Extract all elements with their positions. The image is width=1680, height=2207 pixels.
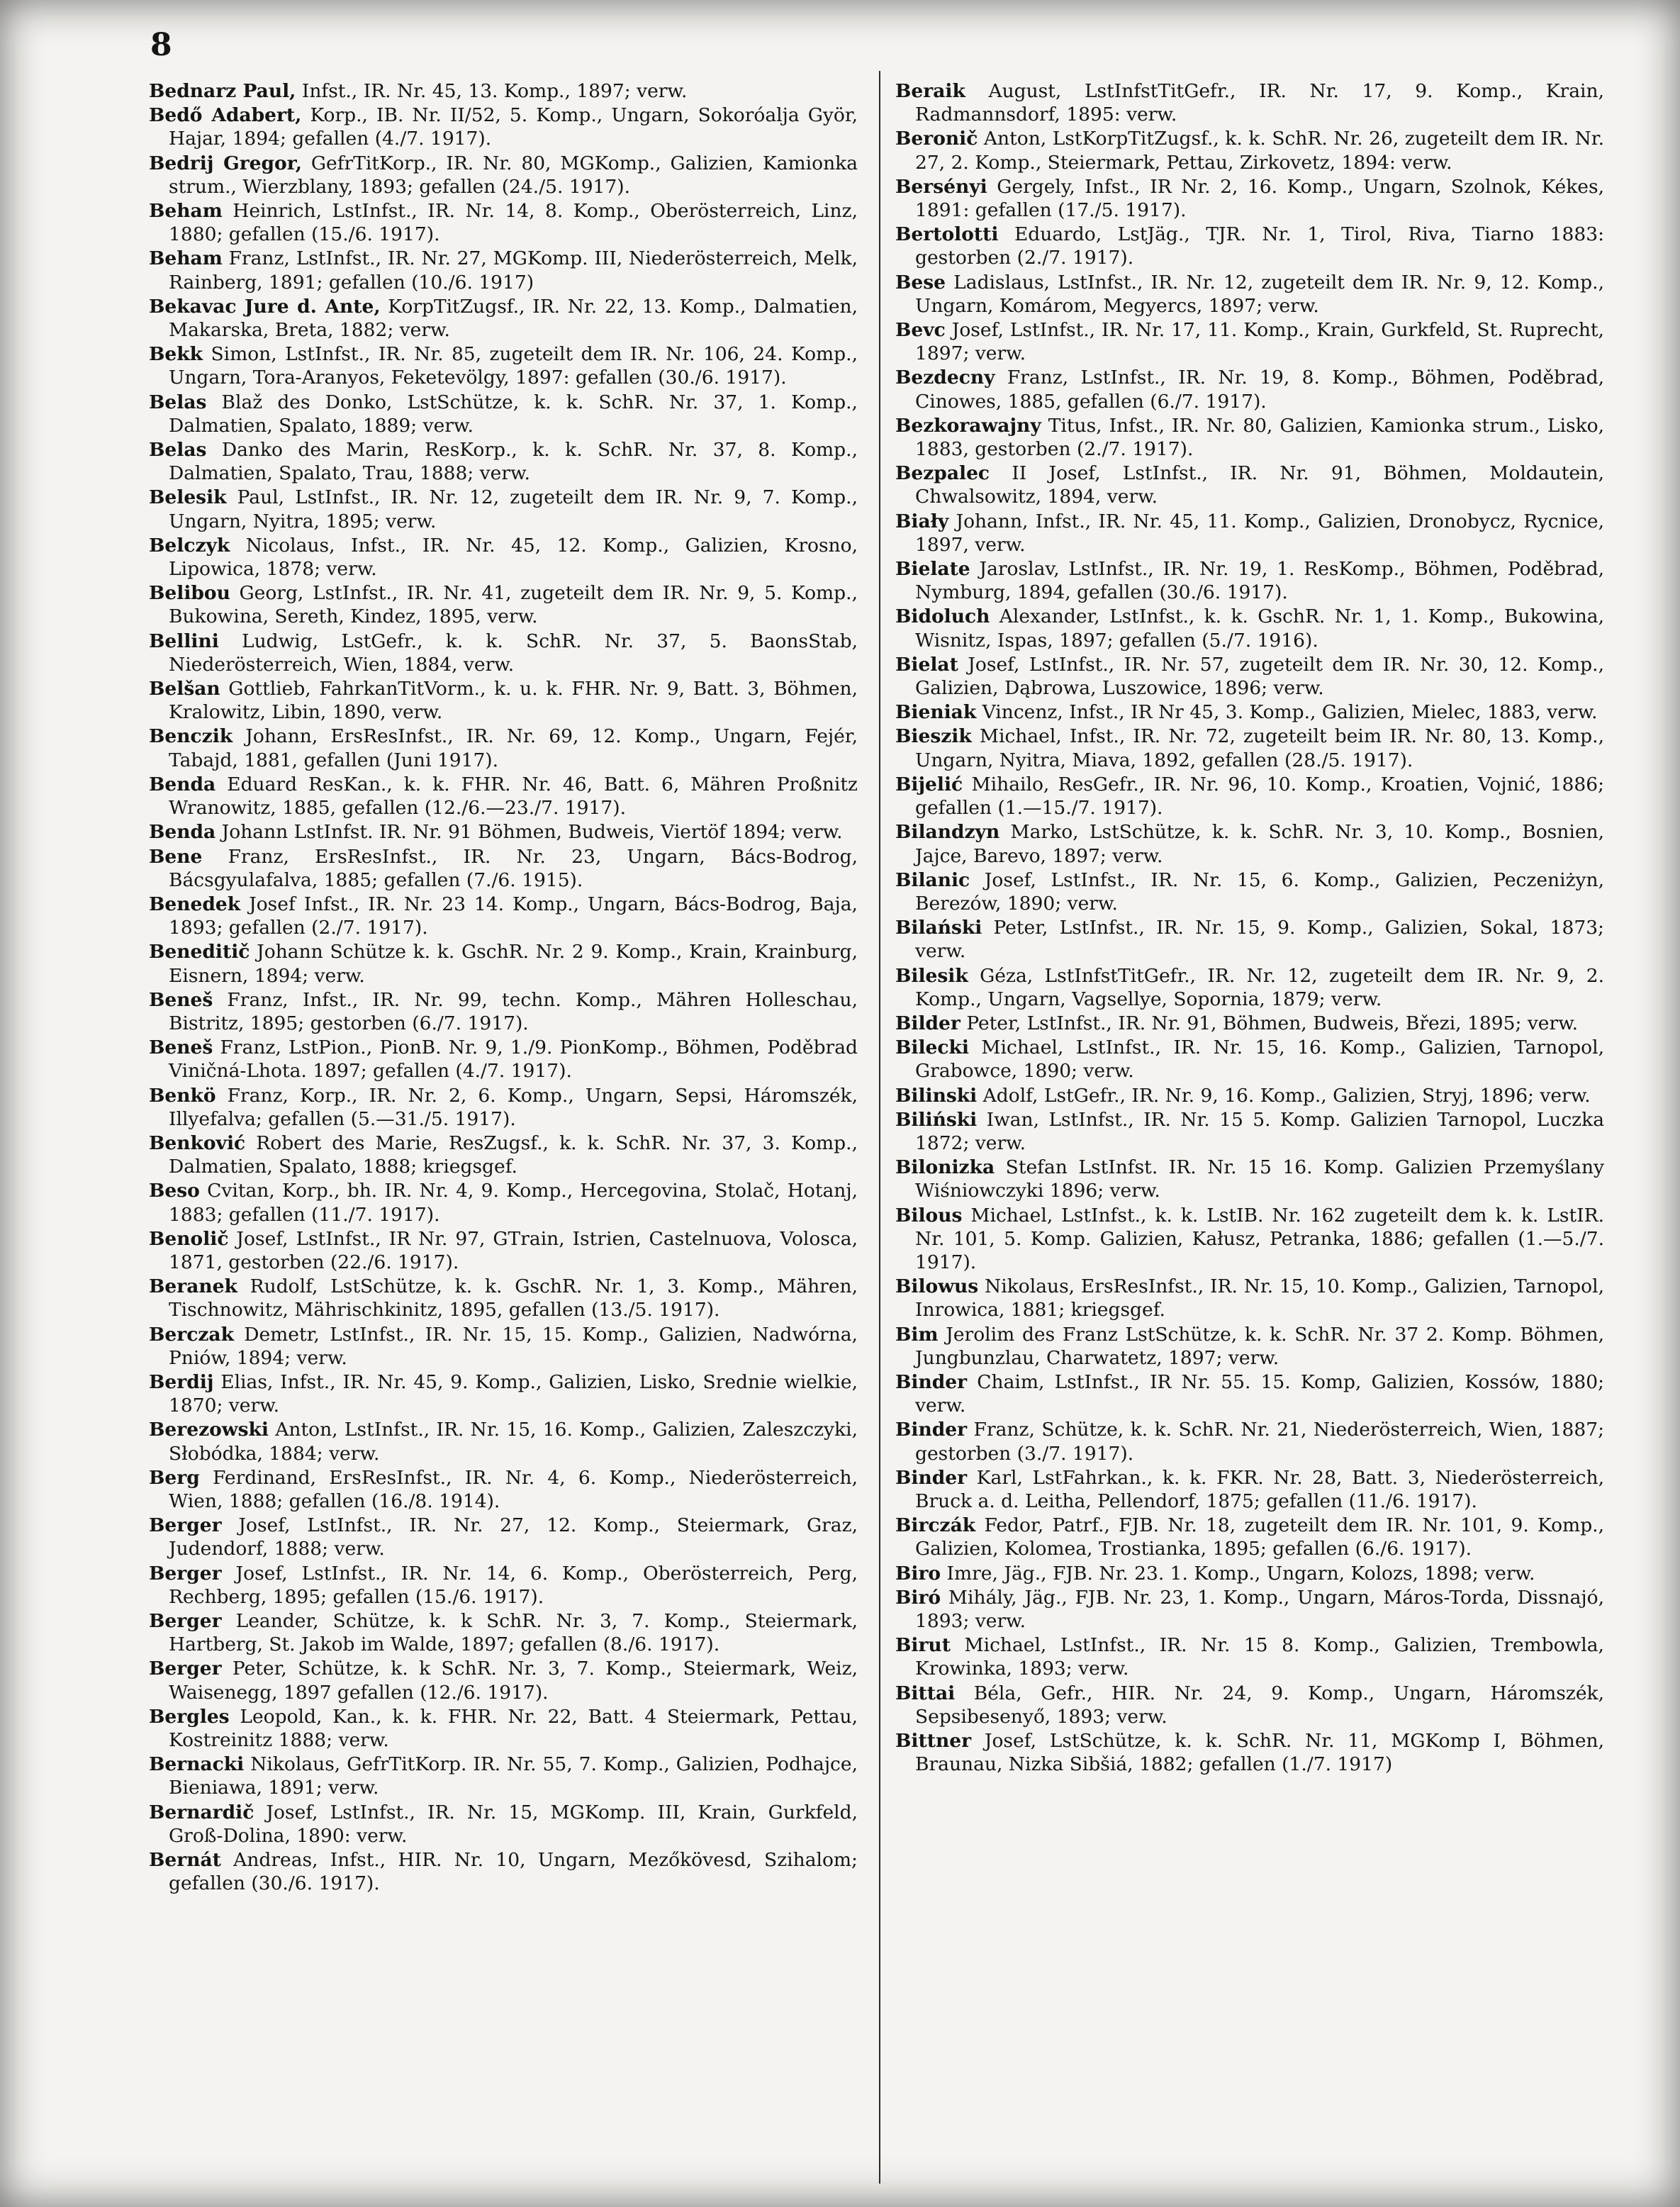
entry-details: Titus, Infst., IR. Nr. 80, Galizien, Kamionka strum., Lisko, 1883, gestorben (2./7. 1917). [915,414,1604,461]
entry-surname: Beham [149,247,223,270]
entry-details: Iwan, LstInfst., IR. Nr. 15 5. Komp. Galizien Tarnopol, Luczka 1872; verw. [915,1108,1604,1154]
register-entry [895,653,1604,700]
register-entry [895,916,1604,963]
register-entry [149,295,858,342]
entry-details: Leander, Schütze, k. k SchR. Nr. 3, 7. Komp., Steiermark, Hartberg, St. Jakob im Walde, 1897; gefallen (8./6. 1917). [169,1610,858,1656]
entry-surname: Beham [149,200,223,223]
register-entry [895,1012,1604,1035]
register-entry [895,1036,1604,1083]
entry-details: Mihailo, ResGefr., IR. Nr. 96, 10. Komp., Kroatien, Vojnić, 1886; gefallen (1.—15./7. 1917). [915,773,1604,820]
entry-surname: Binder [895,1370,968,1393]
entry-surname: Biały [895,510,949,532]
entry-details: Danko des Marin, ResKorp., k. k. SchR. Nr. 37, 8. Komp., Dalmatien, Spalato, Trau, 1888; verw. [169,439,858,485]
entry-details: Michael, LstInfst., IR. Nr. 15 8. Komp., Galizien, Trembowla, Krowinka, 1893; verw. [915,1634,1604,1680]
entry-surname: Binder [895,1419,968,1441]
register-entry [149,1036,858,1083]
register-entry [895,1514,1604,1560]
register-entry [895,79,1604,126]
entry-surname: Binder [895,1466,968,1489]
entry-details: Michael, LstInfst., k. k. LstIB. Nr. 162 zugeteilt dem k. k. LstIR. Nr. 101, 5. Komp. Galizien, Kałusz, Petranka, 1886; gefallen (1.—5./7. 1917). [915,1204,1604,1273]
entry-details: Infst., IR. Nr. 45, 13. Komp., 1897; verw. [296,80,688,102]
register-entry [149,1609,858,1656]
register-entry [149,988,858,1035]
entry-surname: Biro [895,1562,941,1585]
entry-details: Vincenz, Infst., IR Nr 45, 3. Komp., Galizien, Mielec, 1883, verw. [976,701,1598,724]
entry-details: August, LstInfstTitGefr., IR. Nr. 17, 9. Komp., Krain, Radmannsdorf, 1895: verw. [915,80,1604,126]
entry-details: Fedor, Patrf., FJB. Nr. 18, zugeteilt dem IR. Nr. 101, 9. Komp., Galizien, Kolomea, Trostianka, 1895; gefallen (6./6. 1917). [915,1514,1604,1560]
entry-details: Franz, LstInfst., IR. Nr. 27, MGKomp. III, Niederösterreich, Melk, Rainberg, 1891; gefallen (10./6. 1917) [169,247,858,294]
entry-details: Johann Schütze k. k. GschR. Nr. 2 9. Komp., Krain, Krainburg, Eisnern, 1894; verw. [169,941,858,987]
register-entry [895,1729,1604,1776]
register-entry [895,773,1604,820]
entry-details: Jaroslav, LstInfst., IR. Nr. 19, 1. ResKomp., Böhmen, Poděbrad, Nymburg, 1894, gefallen (30./6. 1917). [915,558,1604,604]
entry-surname: Beranek [149,1275,237,1298]
entry-details: Michael, Infst., IR. Nr. 72, zugeteilt beim IR. Nr. 80, 13. Komp., Ungarn, Nyitra, Miava, 1892, gefallen (28./5. 1917). [915,725,1604,771]
entry-details: Franz, LstPion., PionB. Nr. 9, 1./9. PionKomp., Böhmen, Poděbrad Viničná-Lhota. 1897; gefallen (4./7. 1917). [169,1037,858,1083]
entry-surname: Bellini [149,630,219,652]
entry-details: Peter, Schütze, k. k SchR. Nr. 3, 7. Komp., Steiermark, Weiz, Waisenegg, 1897 gefallen (12./6. 1917). [169,1658,858,1704]
register-entry [149,725,858,771]
entry-details: Franz, Schütze, k. k. SchR. Nr. 21, Niederösterreich, Wien, 1887; gestorben (3./7. 1917). [915,1419,1604,1465]
register-entry [149,1848,858,1895]
register-entry [149,1514,858,1560]
entry-details: Anton, LstInfst., IR. Nr. 15, 16. Komp., Galizien, Zaleszczyki, Słobódka, 1884; verw. [169,1419,858,1465]
entry-surname: Bezdecny [895,367,995,389]
entry-surname: Bernát [149,1849,221,1872]
register-entry [895,700,1604,724]
register-entry [149,79,858,103]
register-entry [149,1657,858,1704]
register-entry [149,1275,858,1322]
register-entry [895,557,1604,604]
entry-details: Ladislaus, LstInfst., IR. Nr. 12, zugeteilt dem IR. Nr. 9, 12. Komp., Ungarn, Komárom, Megyercs, 1897; verw. [915,271,1604,317]
entry-surname: Benedek [149,893,241,915]
entry-details: Alexander, LstInfst., k. k. GschR. Nr. 1, 1. Komp., Bukowina, Wisnitz, Ispas, 1897; gefallen (5./7. 1916). [915,605,1604,652]
entry-surname: Bilecki [895,1037,969,1059]
entry-details: GefrTitKorp., IR. Nr. 80, MGKomp., Galizien, Kamionka strum., Wierzblany, 1893; gefallen (24./5. 1917). [169,152,858,198]
entry-details: Peter, LstInfst., IR. Nr. 91, Böhmen, Budweis, Březi, 1895; verw. [960,1012,1579,1034]
entry-details: Jerolim des Franz LstSchütze, k. k. SchR. Nr. 37 2. Komp. Böhmen, Jungbunzlau, Charwatetz, 1897; verw. [915,1323,1604,1369]
register-entry [149,152,858,199]
register-entry [149,342,858,389]
register-entry [149,677,858,724]
entry-details: Josef, LstInfst., IR. Nr. 57, zugeteilt dem IR. Nr. 30, 12. Komp., Galizien, Dąbrowa, Luszowice, 1896; verw. [915,653,1604,700]
entry-details: Franz, Korp., IR. Nr. 2, 6. Komp., Ungarn, Sepsi, Háromszék, Illyefalva; gefallen (5.—31./5. 1917). [169,1084,858,1130]
entry-details: Nicolaus, Infst., IR. Nr. 45, 12. Komp., Galizien, Krosno, Lipowica, 1878; verw. [169,534,858,581]
entry-surname: Beneditič [149,941,250,963]
entry-surname: Bezpalec [895,462,990,485]
entry-details: Josef Infst., IR. Nr. 23 14. Komp., Ungarn, Bács-Bodrog, Baja, 1893; gefallen (2./7. 1917). [169,893,858,939]
register-entry [149,773,858,820]
entry-surname: Benkö [149,1084,216,1107]
entry-surname: Berczak [149,1323,234,1346]
entry-surname: Bedő Adabert, [149,104,302,127]
register-entry [895,725,1604,771]
entry-surname: Birut [895,1634,951,1657]
entry-details: Anton, LstKorpTitZugsf., k. k. SchR. Nr. 26, zugeteilt dem IR. Nr. 27, 2. Komp., Steiermark, Pettau, Zirkovetz, 1894: verw. [915,128,1604,174]
entry-details: Robert des Marie, ResZugsf., k. k. SchR. Nr. 37, 3. Komp., Dalmatien, Spalato, 1888; kriegsgef. [169,1132,858,1178]
entry-details: Gottlieb, FahrkanTitVorm., k. u. k. FHR. Nr. 9, Batt. 3, Böhmen, Kralowitz, Libin, 1890, verw. [169,678,858,724]
entry-surname: Bielat [895,653,958,676]
entry-surname: Berezowski [149,1419,269,1441]
entry-details: Franz, LstInfst., IR. Nr. 19, 8. Komp., Böhmen, Poděbrad, Cinowes, 1885, gefallen (6./7. 1917). [915,367,1604,413]
register-entry [149,630,858,676]
entry-surname: Belas [149,391,207,413]
entry-surname: Bim [895,1323,939,1346]
register-entry [895,1562,1604,1585]
entry-surname: Berger [149,1514,222,1537]
register-entry [149,1323,858,1370]
entry-surname: Bilesik [895,964,968,987]
entry-details: Josef, LstInfst., IR. Nr. 15, 6. Komp., Galizien, Peczeniżyn, Berezów, 1890; verw. [915,868,1604,915]
entry-details: Nikolaus, ErsResInfst., IR. Nr. 15, 10. Komp., Galizien, Tarnopol, Inrowica, 1881; kriegsgef. [915,1275,1604,1322]
entry-details: Josef, LstSchütze, k. k. SchR. Nr. 11, MGKomp I, Böhmen, Braunau, Nizka Sibšiá, 1882; gefallen (1./7. 1917) [915,1730,1604,1776]
entry-surname: Biliński [895,1108,978,1131]
register-entry [895,1466,1604,1513]
entry-details: Johann LstInfst. IR. Nr. 91 Böhmen, Budweis, Viertöf 1894; verw. [215,821,843,844]
register-entry [895,605,1604,652]
register-entry [149,1370,858,1417]
entry-details: Géza, LstInfstTitGefr., IR. Nr. 12, zugeteilt dem IR. Nr. 9, 2. Komp., Ungarn, Vagsellye, Sopornia, 1879; verw. [915,964,1604,1010]
entry-surname: Bersényi [895,175,987,198]
entry-details: Imre, Jäg., FJB. Nr. 23. 1. Komp., Ungarn, Kolozs, 1898; verw. [941,1562,1535,1585]
entry-surname: Bilowus [895,1275,979,1298]
entry-details: Rudolf, LstSchütze, k. k. GschR. Nr. 1, 3. Komp., Mähren, Tischnowitz, Mährischkinitz, 1895, gefallen (13./5. 1917). [169,1275,858,1322]
entry-details: Peter, LstInfst., IR. Nr. 15, 9. Komp., Galizien, Sokal, 1873; verw. [915,917,1604,963]
register-entry [149,1179,858,1226]
register-entry [149,534,858,581]
left-column [149,79,858,1896]
entry-details: Simon, LstInfst., IR. Nr. 85, zugeteilt dem IR. Nr. 106, 24. Komp., Ungarn, Tora-Aranyos, Feketevölgy, 1897: gefallen (30./6. 1917). [169,343,858,389]
entry-surname: Bekavac Jure d. Ante, [149,295,381,318]
register-entry [149,1466,858,1513]
entry-surname: Bernacki [149,1753,245,1776]
entry-surname: Belas [149,439,207,462]
entry-surname: Bilonizka [895,1156,995,1179]
register-entry [149,486,858,532]
entry-surname: Bittner [895,1730,972,1753]
entry-surname: Beneš [149,988,213,1011]
entry-surname: Benda [149,821,216,844]
entry-surname: Belšan [149,678,220,700]
entry-surname: Bidoluch [895,605,990,628]
entry-surname: Bekk [149,343,203,366]
entry-surname: Benolič [149,1227,229,1250]
register-entry [895,127,1604,174]
register-entry [895,964,1604,1011]
register-entry [895,318,1604,365]
entry-surname: Biró [895,1586,941,1609]
entry-surname: Bilder [895,1012,961,1034]
entry-surname: Bedrij Gregor, [149,152,302,174]
entry-details: Stefan LstInfst. IR. Nr. 15 16. Komp. Galizien Przemyślany Wiśniowczyki 1896; verw. [915,1156,1604,1202]
entry-details: Josef, LstInfst., IR Nr. 97, GTrain, Istrien, Castelnuova, Volosca, 1871, gestorben (22./6. 1917). [169,1227,858,1273]
entry-surname: Bittai [895,1682,956,1704]
entry-details: Franz, ErsResInfst., IR. Nr. 23, Ungarn, Bács-Bodrog, Bácsgyulafalva, 1885; gefallen (7./6. 1915). [169,845,858,891]
entry-surname: Beronič [895,128,978,150]
register-entry [149,581,858,628]
entry-details: II Josef, LstInfst., IR. Nr. 91, Böhmen, Moldautein, Chwalsowitz, 1894, verw. [915,462,1604,508]
entry-surname: Bijelić [895,773,963,795]
entry-surname: Bednarz Paul, [149,80,296,102]
register-entry [895,510,1604,557]
entry-details: Gergely, Infst., IR Nr. 2, 16. Komp., Ungarn, Szolnok, Kékes, 1891: gefallen (17./5. 1917). [915,175,1604,222]
right-column [895,79,1604,1777]
register-entry [895,1586,1604,1633]
entry-details: Béla, Gefr., HIR. Nr. 24, 9. Komp., Ungarn, Háromszék, Sepsibesenyő, 1893; verw. [915,1682,1604,1728]
register-entry [149,1562,858,1609]
entry-details: Cvitan, Korp., bh. IR. Nr. 4, 9. Komp., Hercegovina, Stolač, Hotanj, 1883; gefallen (11./7. 1917). [169,1180,858,1226]
entry-surname: Berger [149,1610,222,1632]
entry-details: Chaim, LstInfst., IR Nr. 55. 15. Komp, Galizien, Kossów, 1880; verw. [915,1370,1604,1417]
entry-surname: Benda [149,773,216,795]
register-entry [149,438,858,485]
entry-surname: Bevc [895,319,946,342]
entry-surname: Birczák [895,1514,976,1537]
entry-details: Blaž des Donko, LstSchütze, k. k. SchR. Nr. 37, 1. Komp., Dalmatien, Spalato, 1889; verw. [169,391,858,437]
entry-details: Korp., IB. Nr. II/52, 5. Komp., Ungarn, Sokoróalja Györ, Hajar, 1894; gefallen (4./7. 1917). [169,104,858,150]
register-entry [895,1633,1604,1680]
entry-surname: Beneš [149,1037,213,1059]
register-entry [149,1753,858,1799]
entry-details: Josef, LstInfst., IR. Nr. 17, 11. Komp., Krain, Gurkfeld, St. Ruprecht, 1897; verw. [915,319,1604,365]
entry-details: Eduardo, LstJäg., TJR. Nr. 1, Tirol, Riva, Tiarno 1883: gestorben (2./7. 1917). [915,223,1604,269]
register-entry [149,1705,858,1752]
entry-details: Karl, LstFahrkan., k. k. FKR. Nr. 28, Batt. 3, Niederösterreich, Bruck a. d. Leitha, Pellendorf, 1875; gefallen (11./6. 1917). [915,1466,1604,1512]
entry-details: Josef, LstInfst., IR. Nr. 14, 6. Komp., Oberösterreich, Perg, Rechberg, 1895; gefallen (15./6. 1917). [169,1562,858,1608]
register-entry [149,845,858,892]
entry-details: Andreas, Infst., HIR. Nr. 10, Ungarn, Mezőkövesd, Szihalom; gefallen (30./6. 1917). [169,1849,858,1895]
entry-details: KorpTitZugsf., IR. Nr. 22, 13. Komp., Dalmatien, Makarska, Breta, 1882; verw. [169,295,858,342]
entry-details: Elias, Infst., IR. Nr. 45, 9. Komp., Galizien, Lisko, Srednie wielkie, 1870; verw. [169,1370,858,1417]
entry-surname: Berger [149,1658,222,1680]
entry-details: Josef, LstInfst., IR. Nr. 15, MGKomp. III, Krain, Gurkfeld, Groß-Dolina, 1890: verw. [169,1801,858,1847]
entry-surname: Berg [149,1466,200,1489]
entry-details: Demetr, LstInfst., IR. Nr. 15, 15. Komp., Galizien, Nadwórna, Pniów, 1894; verw. [169,1323,858,1369]
page-number: 8 [150,27,173,63]
register-entry [895,1156,1604,1202]
entry-details: Mihály, Jäg., FJB. Nr. 23, 1. Komp., Ungarn, Máros-Torda, Dissnajó, 1893; verw. [915,1586,1604,1632]
entry-details: Georg, LstInfst., IR. Nr. 41, zugeteilt dem IR. Nr. 9, 5. Komp., Bukowina, Sereth, Kindez, 1895, verw. [169,582,858,628]
entry-surname: Bilanic [895,868,970,891]
entry-surname: Bene [149,845,203,868]
entry-surname: Belibou [149,582,230,605]
entry-details: Heinrich, LstInfst., IR. Nr. 14, 8. Komp., Oberösterreich, Linz, 1880; gefallen (15./6. 1917). [169,200,858,246]
entry-surname: Bielate [895,558,970,581]
register-entry [895,414,1604,461]
register-entry [895,1682,1604,1728]
register-entry [149,391,858,437]
entry-details: Franz, Infst., IR. Nr. 99, techn. Komp., Mähren Holleschau, Bistritz, 1895; gestorben (6./7. 1917). [169,988,858,1034]
entry-details: Michael, LstInfst., IR. Nr. 15, 16. Komp., Galizien, Tarnopol, Grabowce, 1890; verw. [915,1037,1604,1083]
entry-surname: Bernardič [149,1801,254,1823]
entry-details: Nikolaus, GefrTitKorp. IR. Nr. 55, 7. Komp., Galizien, Podhajce, Bieniawa, 1891; verw. [169,1753,858,1799]
entry-surname: Bezkorawajny [895,414,1041,437]
register-entry [895,462,1604,508]
entry-surname: Beso [149,1180,200,1202]
register-entry [895,1204,1604,1275]
register-entry [149,1227,858,1274]
entry-details: Ludwig, LstGefr., k. k. SchR. Nr. 37, 5. BaonsStab, Niederösterreich, Wien, 1884, verw. [169,630,858,676]
entry-surname: Berdij [149,1370,214,1393]
entry-surname: Benczik [149,725,233,748]
register-entry [895,1275,1604,1322]
register-entry [895,223,1604,269]
entry-details: Josef, LstInfst., IR. Nr. 27, 12. Komp., Steiermark, Graz, Judendorf, 1888; verw. [169,1514,858,1560]
register-entry [149,940,858,987]
register-entry [895,1370,1604,1417]
entry-surname: Berger [149,1562,222,1585]
entry-details: Johann, Infst., IR. Nr. 45, 11. Komp., Galizien, Dronobycz, Rycnice, 1897, verw. [915,510,1604,556]
entry-surname: Belesik [149,486,227,509]
register-entry [149,199,858,246]
entry-surname: Bilański [895,917,982,939]
register-entry [895,366,1604,413]
register-entry [149,820,858,844]
column-divider [879,71,880,2184]
entry-surname: Bilinski [895,1084,978,1107]
register-entry [895,1084,1604,1107]
entry-surname: Bilous [895,1204,963,1227]
entry-details: Marko, LstSchütze, k. k. SchR. Nr. 3, 10. Komp., Bosnien, Jajce, Barevo, 1897; verw. [915,821,1604,867]
entry-surname: Bieniak [895,701,977,724]
entry-details: Ferdinand, ErsResInfst., IR. Nr. 4, 6. Komp., Niederösterreich, Wien, 1888; gefallen (16./8. 1914). [169,1466,858,1512]
entry-surname: Bese [895,271,946,294]
entry-surname: Beraik [895,80,965,102]
register-entry [149,247,858,294]
entry-surname: Bieszik [895,725,972,748]
entry-surname: Bertolotti [895,223,999,246]
entry-surname: Belczyk [149,534,230,557]
entry-details: Leopold, Kan., k. k. FHR. Nr. 22, Batt. 4 Steiermark, Pettau, Kostreinitz 1888; verw. [169,1705,858,1752]
entry-surname: Bergles [149,1705,230,1728]
register-entry [895,175,1604,222]
register-entry [895,868,1604,915]
entry-details: Eduard ResKan., k. k. FHR. Nr. 46, Batt. 6, Mähren Proßnitz Wranowitz, 1885, gefallen (12./6.—23./7. 1917). [169,773,858,820]
entry-surname: Benković [149,1132,246,1154]
register-entry [895,271,1604,318]
register-entry [895,1418,1604,1465]
register-entry [149,893,858,939]
register-entry [149,1084,858,1131]
register-entry [149,1132,858,1178]
entry-details: Paul, LstInfst., IR. Nr. 12, zugeteilt dem IR. Nr. 9, 7. Komp., Ungarn, Nyitra, 1895; verw. [169,486,858,532]
entry-details: Johann, ErsResInfst., IR. Nr. 69, 12. Komp., Ungarn, Fejér, Tabajd, 1881, gefallen (Juni 1917). [169,725,858,771]
register-entry [895,1108,1604,1155]
register-entry [149,104,858,150]
register-entry [149,1801,858,1848]
register-entry [895,820,1604,867]
entry-details: Adolf, LstGefr., IR. Nr. 9, 16. Komp., Galizien, Stryj, 1896; verw. [977,1084,1591,1107]
entry-surname: Bilandzyn [895,821,1000,844]
register-entry [149,1418,858,1465]
register-entry [895,1323,1604,1370]
